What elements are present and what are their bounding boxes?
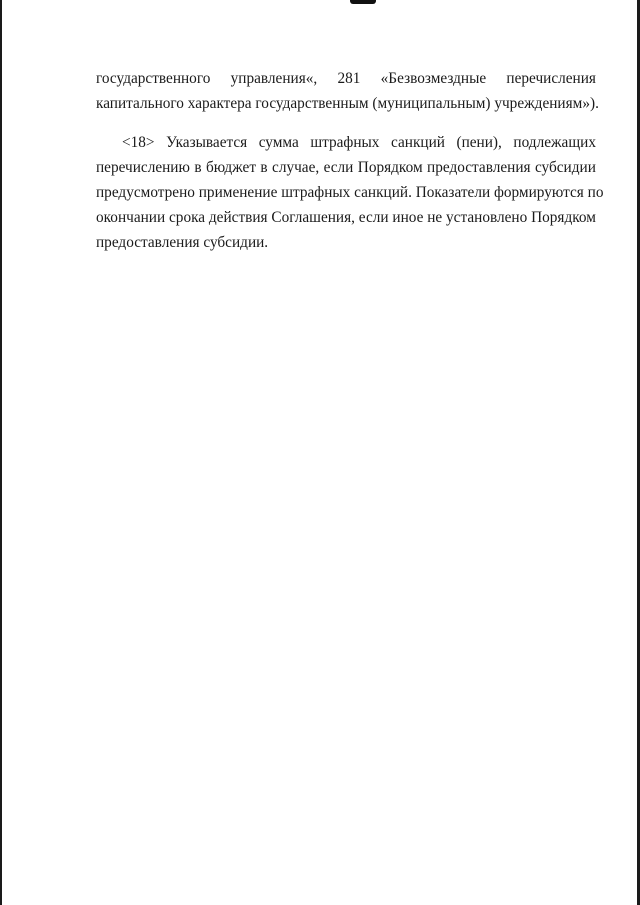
word: Порядком: [357, 159, 423, 176]
word: бюджет: [205, 159, 257, 176]
word: перечислению: [96, 159, 190, 176]
word: в: [260, 159, 268, 176]
word: 281: [337, 70, 361, 87]
word: субсидии: [534, 159, 596, 176]
word: предоставления: [427, 159, 531, 176]
word: перечисления: [506, 70, 596, 87]
paragraph-2-footnote-18: [96, 130, 604, 255]
paragraph-2-line-2: [96, 155, 596, 180]
word: сумма: [258, 134, 299, 151]
word: государственного: [96, 70, 211, 87]
document-body: [96, 66, 604, 255]
word: в: [194, 159, 202, 176]
word: «Безвозмездные: [380, 70, 487, 87]
word: подлежащих: [513, 134, 596, 151]
word: санкций: [391, 134, 445, 151]
paragraph-2-line-3: предусмотрено применение штрафных санкций. Показатели формируются по: [96, 184, 604, 201]
scan-top-mark: [350, 0, 376, 4]
paragraph-2-line-4: окончании срока действия Соглашения, если иное не установлено Порядком: [96, 209, 596, 226]
word: случае,: [272, 159, 320, 176]
paragraph-1: [96, 66, 599, 116]
word: штрафных: [310, 134, 380, 151]
paragraph-1-line-2: капитального характера государственным (муниципальным) учреждениям»).: [96, 95, 599, 112]
paragraph-2-line-1: [96, 130, 596, 155]
paragraph-1-line-1: [96, 66, 596, 91]
footnote-marker: <18>: [122, 134, 155, 151]
word: управления«,: [230, 70, 318, 87]
word: (пени),: [456, 134, 502, 151]
word: Указывается: [166, 134, 248, 151]
scan-border-left: [0, 0, 2, 905]
word: если: [323, 159, 354, 176]
paragraph-2-line-5: предоставления субсидии.: [96, 234, 269, 251]
